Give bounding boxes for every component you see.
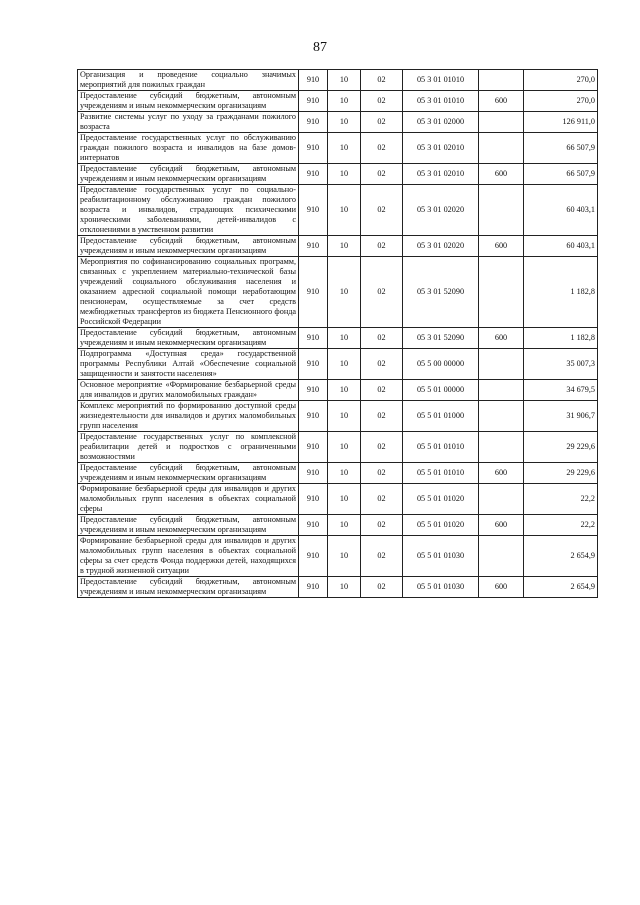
target-article-code: 05 5 01 01020	[403, 515, 479, 536]
budget-table	[77, 69, 598, 598]
amount: 29 229,6	[524, 432, 598, 463]
table-row	[78, 349, 598, 380]
glava-code: 910	[299, 112, 328, 133]
glava-code: 910	[299, 164, 328, 185]
glava-code: 910	[299, 91, 328, 112]
item-name: Развитие системы услуг по уходу за гражданами пожилого возраста	[78, 112, 299, 133]
item-name: Предоставление субсидий бюджетным, автономным учреждениям и иным некоммерческим организациям	[78, 164, 299, 185]
subsection-code: 02	[361, 349, 403, 380]
table-row	[78, 91, 598, 112]
section-code: 10	[328, 164, 361, 185]
expense-type-code: 600	[479, 515, 524, 536]
subsection-code: 02	[361, 484, 403, 515]
item-name: Предоставление субсидий бюджетным, автономным учреждениям и иным некоммерческим организациям	[78, 328, 299, 349]
expense-type-code	[479, 257, 524, 328]
table-row	[78, 328, 598, 349]
item-name: Предоставление субсидий бюджетным, автономным учреждениям и иным некоммерческим организациям	[78, 577, 299, 598]
item-name: Мероприятия по софинансированию социальных программ, связанных с укреплением материально-технической базы учреждений социального обслуживания населения и оказанием адресной социальной помощи неработающим пенсионерам, осуществляемые за счет средств межбюджетных трансфертов из бюджета Пенсионного фонда Российской Федерации	[78, 257, 299, 328]
subsection-code: 02	[361, 236, 403, 257]
amount: 1 182,8	[524, 328, 598, 349]
amount: 66 507,9	[524, 164, 598, 185]
item-name: Предоставление субсидий бюджетным, автономным учреждениям и иным некоммерческим организациям	[78, 236, 299, 257]
subsection-code: 02	[361, 164, 403, 185]
subsection-code: 02	[361, 257, 403, 328]
target-article-code: 05 3 01 01010	[403, 70, 479, 91]
expense-type-code	[479, 133, 524, 164]
table-row	[78, 484, 598, 515]
section-code: 10	[328, 133, 361, 164]
section-code: 10	[328, 432, 361, 463]
target-article-code: 05 3 01 52090	[403, 328, 479, 349]
table-row	[78, 70, 598, 91]
amount: 34 679,5	[524, 380, 598, 401]
expense-type-code	[479, 185, 524, 236]
expense-type-code: 600	[479, 463, 524, 484]
glava-code: 910	[299, 257, 328, 328]
amount: 22,2	[524, 484, 598, 515]
table-row	[78, 133, 598, 164]
glava-code: 910	[299, 432, 328, 463]
item-name: Подпрограмма «Доступная среда» государственной программы Республики Алтай «Обеспечение социальной защищенности и занятости населения»	[78, 349, 299, 380]
expense-type-code	[479, 432, 524, 463]
amount: 2 654,9	[524, 536, 598, 577]
section-code: 10	[328, 236, 361, 257]
target-article-code: 05 3 01 02020	[403, 185, 479, 236]
amount: 126 911,0	[524, 112, 598, 133]
subsection-code: 02	[361, 91, 403, 112]
section-code: 10	[328, 463, 361, 484]
expense-type-code	[479, 112, 524, 133]
glava-code: 910	[299, 463, 328, 484]
section-code: 10	[328, 185, 361, 236]
glava-code: 910	[299, 70, 328, 91]
item-name: Предоставление субсидий бюджетным, автономным учреждениям и иным некоммерческим организациям	[78, 91, 299, 112]
target-article-code: 05 3 01 52090	[403, 257, 479, 328]
amount: 66 507,9	[524, 133, 598, 164]
expense-type-code: 600	[479, 164, 524, 185]
target-article-code: 05 5 01 01010	[403, 463, 479, 484]
glava-code: 910	[299, 328, 328, 349]
glava-code: 910	[299, 577, 328, 598]
table-row	[78, 164, 598, 185]
page-number: 87	[313, 40, 327, 55]
target-article-code: 05 3 01 01010	[403, 91, 479, 112]
amount: 29 229,6	[524, 463, 598, 484]
subsection-code: 02	[361, 401, 403, 432]
expense-type-code: 600	[479, 577, 524, 598]
subsection-code: 02	[361, 380, 403, 401]
table-row	[78, 380, 598, 401]
amount: 60 403,1	[524, 236, 598, 257]
target-article-code: 05 5 01 01010	[403, 432, 479, 463]
item-name: Предоставление государственных услуг по комплексной реабилитации детей и подростков с ограниченными возможностями	[78, 432, 299, 463]
section-code: 10	[328, 70, 361, 91]
table-row	[78, 432, 598, 463]
item-name: Предоставление субсидий бюджетным, автономным учреждениям и иным некоммерческим организациям	[78, 463, 299, 484]
expense-type-code: 600	[479, 236, 524, 257]
table-row	[78, 536, 598, 577]
target-article-code: 05 3 01 02000	[403, 112, 479, 133]
target-article-code: 05 5 01 01030	[403, 536, 479, 577]
section-code: 10	[328, 536, 361, 577]
item-name: Комплекс мероприятий по формированию доступной среды жизнедеятельности для инвалидов и других маломобильных групп населения	[78, 401, 299, 432]
subsection-code: 02	[361, 328, 403, 349]
glava-code: 910	[299, 185, 328, 236]
target-article-code: 05 5 00 00000	[403, 349, 479, 380]
subsection-code: 02	[361, 133, 403, 164]
item-name: Основное мероприятие «Формирование безбарьерной среды для инвалидов и других маломобильных граждан»	[78, 380, 299, 401]
table-row	[78, 185, 598, 236]
section-code: 10	[328, 349, 361, 380]
subsection-code: 02	[361, 432, 403, 463]
section-code: 10	[328, 328, 361, 349]
amount: 1 182,8	[524, 257, 598, 328]
item-name: Формирование безбарьерной среды для инвалидов и других маломобильных групп населения в объектах социальной сферы за счет средств Фонда поддержки детей, находящихся в трудной жизненной ситуации	[78, 536, 299, 577]
subsection-code: 02	[361, 515, 403, 536]
expense-type-code	[479, 70, 524, 91]
subsection-code: 02	[361, 112, 403, 133]
section-code: 10	[328, 257, 361, 328]
table-row	[78, 577, 598, 598]
subsection-code: 02	[361, 536, 403, 577]
target-article-code: 05 3 01 02010	[403, 133, 479, 164]
glava-code: 910	[299, 380, 328, 401]
glava-code: 910	[299, 349, 328, 380]
item-name: Организация и проведение социально значимых мероприятий для пожилых граждан	[78, 70, 299, 91]
target-article-code: 05 3 01 02010	[403, 164, 479, 185]
subsection-code: 02	[361, 70, 403, 91]
target-article-code: 05 5 01 01000	[403, 401, 479, 432]
amount: 31 906,7	[524, 401, 598, 432]
section-code: 10	[328, 112, 361, 133]
target-article-code: 05 3 01 02020	[403, 236, 479, 257]
section-code: 10	[328, 577, 361, 598]
target-article-code: 05 5 01 00000	[403, 380, 479, 401]
table-row	[78, 463, 598, 484]
amount: 2 654,9	[524, 577, 598, 598]
section-code: 10	[328, 380, 361, 401]
amount: 35 007,3	[524, 349, 598, 380]
glava-code: 910	[299, 484, 328, 515]
expense-type-code	[479, 349, 524, 380]
item-name: Формирование безбарьерной среды для инвалидов и других маломобильных групп населения в объектах социальной сферы	[78, 484, 299, 515]
target-article-code: 05 5 01 01020	[403, 484, 479, 515]
subsection-code: 02	[361, 463, 403, 484]
expense-type-code	[479, 484, 524, 515]
section-code: 10	[328, 484, 361, 515]
section-code: 10	[328, 91, 361, 112]
glava-code: 910	[299, 133, 328, 164]
expense-type-code	[479, 380, 524, 401]
expense-type-code	[479, 536, 524, 577]
item-name: Предоставление субсидий бюджетным, автономным учреждениям и иным некоммерческим организациям	[78, 515, 299, 536]
table-row	[78, 515, 598, 536]
section-code: 10	[328, 401, 361, 432]
table-row	[78, 401, 598, 432]
glava-code: 910	[299, 236, 328, 257]
glava-code: 910	[299, 536, 328, 577]
expense-type-code: 600	[479, 91, 524, 112]
subsection-code: 02	[361, 577, 403, 598]
glava-code: 910	[299, 401, 328, 432]
amount: 270,0	[524, 91, 598, 112]
expense-type-code	[479, 401, 524, 432]
amount: 60 403,1	[524, 185, 598, 236]
glava-code: 910	[299, 515, 328, 536]
table-row	[78, 236, 598, 257]
table-row	[78, 112, 598, 133]
amount: 22,2	[524, 515, 598, 536]
amount: 270,0	[524, 70, 598, 91]
item-name: Предоставление государственных услуг по социально-реабилитационному обслуживанию граждан пожилого возраста и инвалидов, страдающих психическими хроническими заболеваниями, детей-инвалидов с отклонениями в умственном развитии	[78, 185, 299, 236]
item-name: Предоставление государственных услуг по обслуживанию граждан пожилого возраста и инвалидов на базе домов-интернатов	[78, 133, 299, 164]
section-code: 10	[328, 515, 361, 536]
table-row	[78, 257, 598, 328]
budget-table-body	[78, 70, 598, 598]
subsection-code: 02	[361, 185, 403, 236]
expense-type-code: 600	[479, 328, 524, 349]
target-article-code: 05 5 01 01030	[403, 577, 479, 598]
